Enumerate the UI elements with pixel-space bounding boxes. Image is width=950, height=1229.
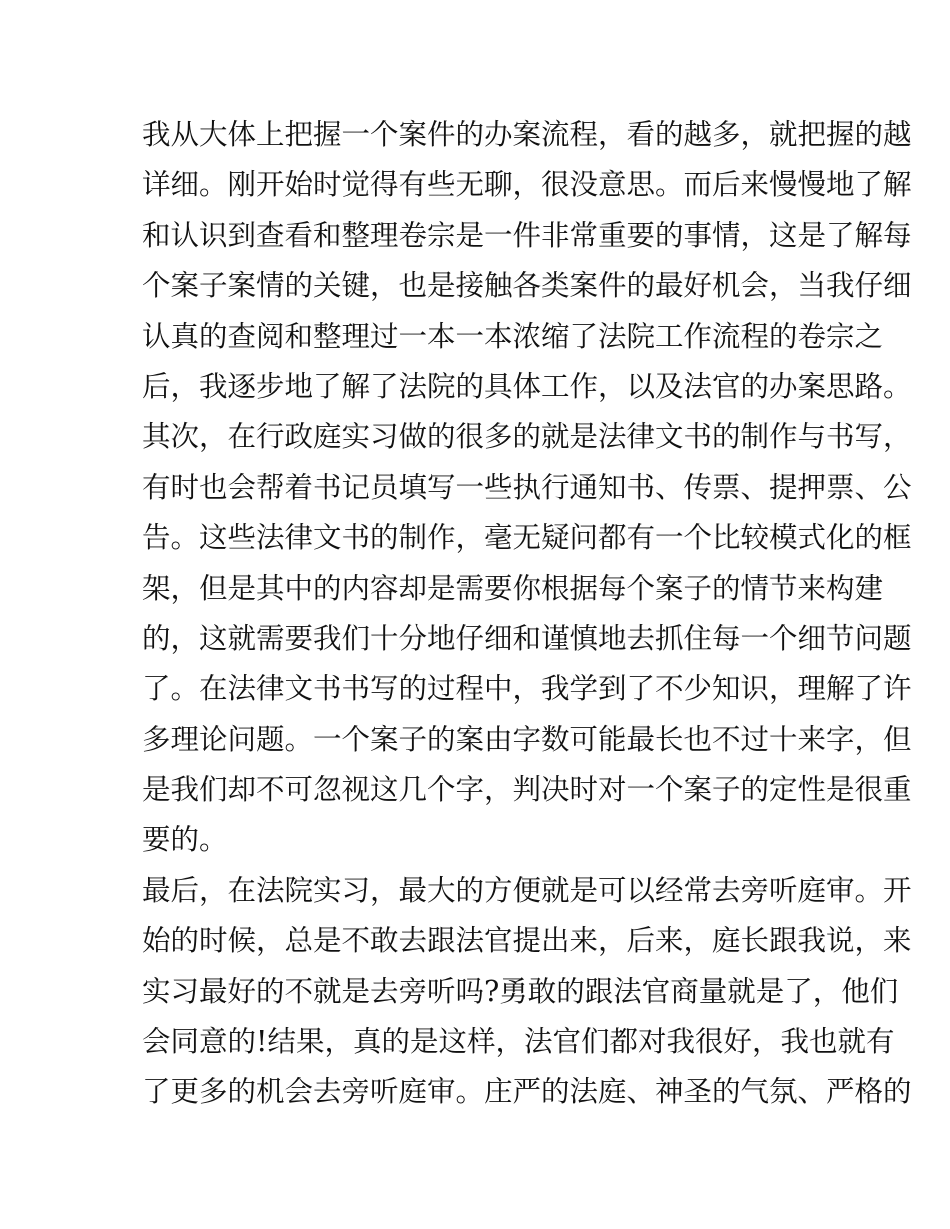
text-line: 了更多的机会去旁听庭审。庄严的法庭、神圣的气氛、严格的 bbox=[142, 1075, 912, 1109]
text-line: 了。在法律文书书写的过程中，我学到了不少知识，理解了许 bbox=[142, 672, 912, 706]
text-line: 我从大体上把握一个案件的办案流程，看的越多，就把握的越 bbox=[142, 118, 912, 151]
text-line: 多理论问题。一个案子的案由字数可能最长也不过十来字，但 bbox=[142, 722, 912, 756]
text-line: 和认识到查看和整理卷宗是一件非常重要的事情，这是了解每 bbox=[142, 218, 912, 252]
text-line: 最后，在法院实习，最大的方便就是可以经常去旁听庭审。开 bbox=[142, 873, 912, 907]
text-line: 始的时候，总是不敢去跟法官提出来，后来，庭长跟我说，来 bbox=[142, 924, 912, 958]
text-line: 认真的查阅和整理过一本一本浓缩了法院工作流程的卷宗之 bbox=[142, 319, 884, 353]
text-line: 详细。刚开始时觉得有些无聊，很没意思。而后来慢慢地了解 bbox=[142, 168, 912, 202]
text-line: 要的。 bbox=[142, 823, 228, 857]
text-line: 的，这就需要我们十分地仔细和谨慎地去抓住每一个细节问题 bbox=[142, 621, 912, 655]
text-line: 实习最好的不就是去旁听吗?勇敢的跟法官商量就是了，他们 bbox=[142, 974, 899, 1008]
document-body bbox=[142, 110, 912, 1118]
text-line: 有时也会帮着书记员填写一些执行通知书、传票、提押票、公 bbox=[142, 470, 912, 504]
text-line: 架，但是其中的内容却是需要你根据每个案子的情节来构建 bbox=[142, 571, 884, 605]
text-line: 个案子案情的关键，也是接触各类案件的最好机会，当我仔细 bbox=[142, 269, 912, 303]
text-line: 告。这些法律文书的制作，毫无疑问都有一个比较模式化的框 bbox=[142, 521, 912, 555]
text-line: 是我们却不可忽视这几个字，判决时对一个案子的定性是很重 bbox=[142, 773, 912, 807]
text-line: 其次，在行政庭实习做的很多的就是法律文书的制作与书写， bbox=[142, 420, 912, 454]
text-line: 会同意的!结果，真的是这样，法官们都对我很好，我也就有 bbox=[142, 1025, 895, 1059]
text-line: 后，我逐步地了解了法院的具体工作，以及法官的办案思路。 bbox=[142, 369, 912, 403]
